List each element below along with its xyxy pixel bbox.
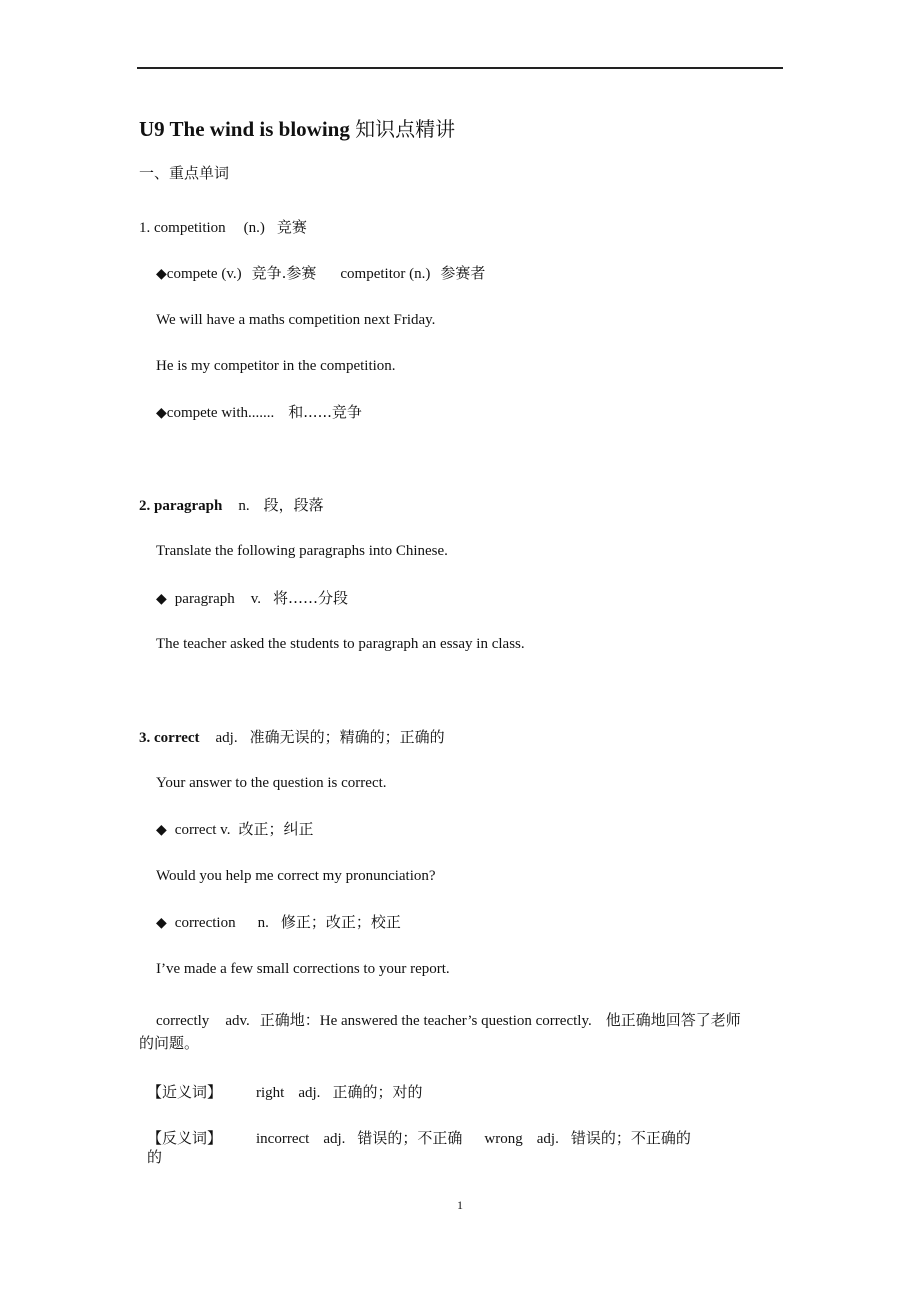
example-sentence: We will have a maths competition next Friday.	[156, 312, 436, 328]
example-sentence: Translate the following paragraphs into Chinese.	[156, 543, 448, 559]
antonym-line: 【反义词】 incorrect adj. 错误的；不正确 wrong adj. 错误的；不正确的	[147, 1129, 691, 1147]
diamond-bullet-icon: ◆	[156, 266, 167, 282]
word-1-heading: 1. competition (n.) 竞赛	[139, 218, 307, 236]
diamond-bullet-icon: ◆	[156, 822, 167, 838]
word-3-derivative: ◆ correct v. 改正；纠正	[156, 820, 314, 838]
page-title	[139, 115, 455, 143]
example-sentence: Your answer to the question is correct.	[156, 775, 387, 791]
word-2-heading: 2. paragraph n. 段，段落	[139, 496, 324, 514]
title-english: U9 The wind is blowing	[139, 117, 350, 141]
word-1-phrase: ◆compete with....... 和......竞争	[156, 403, 362, 421]
diamond-bullet-icon: ◆	[156, 591, 167, 607]
example-sentence: He is my competitor in the competition.	[156, 358, 396, 374]
synonym-line: 【近义词】 right adj. 正确的；对的	[147, 1083, 423, 1101]
section-heading: 一、重点单词	[139, 164, 230, 182]
diamond-bullet-icon: ◆	[156, 915, 167, 931]
page-number: 1	[457, 1198, 463, 1212]
example-sentence: The teacher asked the students to paragraph an essay in class.	[156, 636, 525, 652]
word-3-adverb: correctly adv. 正确地：He answered the teacher’s question correctly. 他正确地回答了老师	[156, 1011, 741, 1029]
word-3-derivative-2: ◆ correction n. 修正；改正；校正	[156, 913, 401, 931]
word-2-derivative: ◆ paragraph v. 将……分段	[156, 589, 349, 607]
word-1-derivative: ◆compete (v.) 竞争.参赛 competitor (n.) 参赛者	[156, 264, 486, 282]
header-rule	[137, 67, 783, 69]
title-chinese: 知识点精讲	[355, 117, 456, 141]
diamond-bullet-icon: ◆	[156, 405, 167, 421]
example-sentence: Would you help me correct my pronunciation?	[156, 868, 436, 884]
word-3-heading: 3. correct adj. 准确无误的；精确的；正确的	[139, 728, 445, 746]
word-3-adverb-wrap: 的问题。	[139, 1034, 200, 1052]
example-sentence: I’ve made a few small corrections to your report.	[156, 961, 450, 977]
antonym-line-wrap: 的	[147, 1148, 163, 1166]
